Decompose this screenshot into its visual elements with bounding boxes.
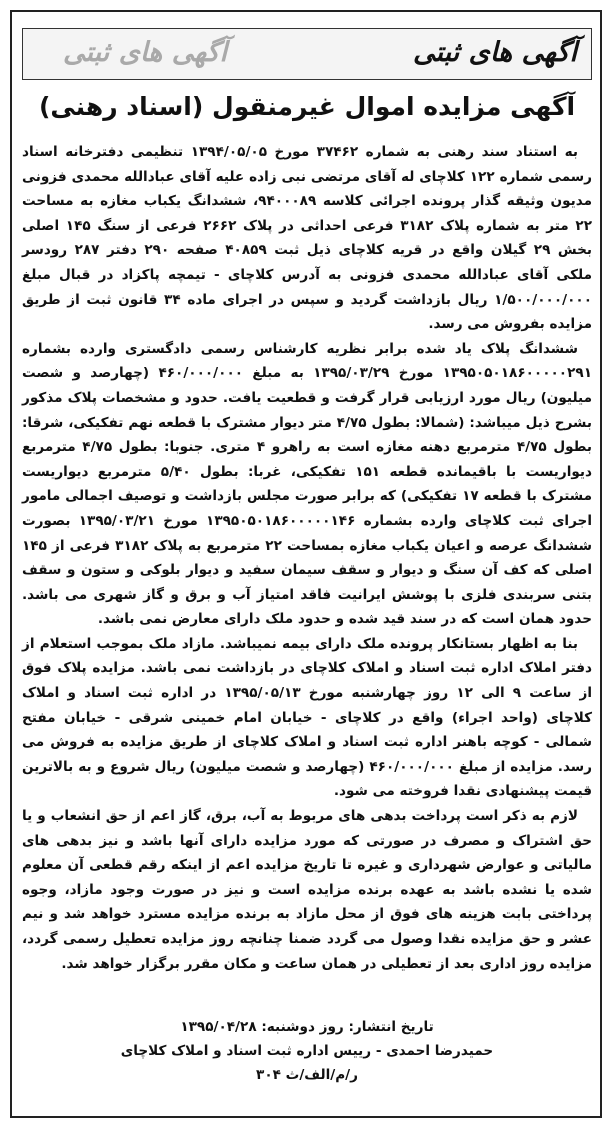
signature: حمیدرضا احمدی - رییس اداره ثبت اسناد و املاک کلاچای xyxy=(120,1043,494,1059)
notice-body xyxy=(22,140,592,976)
notice-title: آگهی مزایده اموال غیرمنقول (اسناد رهنی) xyxy=(38,92,576,121)
paragraph-valuation: ششدانگ پلاک یاد شده برابر نظریه کارشناس رسمی دادگستری وارده بشماره ۱۳۹۵۰۵۰۱۸۶۰۰۰۰۰۲۹۱ مورخ ۱۳۹۵/۰۳/۲۹ به مبلغ ۴۶۰/۰۰۰/۰۰۰ (چهارصد و شصت میلیون) ریال مورد ارزیابی قرار گرفت و قطعیت یافت. حدود و مشخصات پلاک مذکور بشرح ذیل میباشد: (شمالا: بطول ۴/۷۵ متر دیوار مشترک با قطعه نهم تفکیکی، شرقا: بطول ۴/۷۵ مترمربع دهنه مغازه است به راهرو ۴ متری. جنوبا: بطول ۴/۷۵ مترمربع دیواریست با باقیمانده قطعه ۱۵۱ تفکیکی، غربا: بطول ۵/۴۰ مترمربع دیواریست مشترک با قطعه ۱۷ تفکیکی) که برابر صورت مجلس بازداشت و توصیف اجمالی مامور اجرای ثبت کلاچای وارده بشماره ۱۳۹۵۰۵۰۱۸۶۰۰۰۰۰۱۴۶ مورخ ۱۳۹۵/۰۳/۲۱ بصورت ششدانگ عرصه و اعیان یکباب مغازه بمساحت ۲۲ مترمربع به پلاک ۳۱۸۲ فرعی از ۱۴۵ اصلی که کف آن سنگ و دیوار و سقف سیمان سفید و دیوار بلوکی و ستون و سقف بتنی سربندی فلزی با پوشش ایرانیت فاقد امتیاز آب و برق و گاز شهری می باشد. حدود همان است که در سند قید شده و حدود ملک دارای معارض نمی باشد. xyxy=(22,340,593,628)
header-title-faded: آگهی های ثبتی xyxy=(63,37,228,68)
header-title: آگهی های ثبتی xyxy=(412,37,577,68)
publish-date: تاریخ انتشار: روز دوشنبه: ۱۳۹۵/۰۴/۲۸ xyxy=(180,1019,434,1035)
paragraph-conditions: لازم به ذکر است پرداخت بدهی های مربوط به آب، برق، گاز اعم از حق انشعاب و یا حق اشتراک و مصرف در صورتی که مورد مزایده دارای آنها باشد و نیز بدهی های مالیاتی و عوارض شهرداری و غیره تا تاریخ مزایده اعم از اینکه رقم قطعی آن معلوم شده یا نشده باشد به عهده برنده مزایده است و نیز در صورت وجود مازاد، وجوه پرداختی بابت هزینه های فوق از محل مازاد به برنده مزایده مسترد خواهد شد و نیم عشر و حق مزایده نقدا وصول می گردد ضمنا چنانچه روز مزایده تعطیل رسمی گردد، مزایده روز اداری بعد از تعطیلی در همان ساعت و مکان مقرر برگزار خواهد شد. xyxy=(22,808,592,972)
paragraph-seizure: به استناد سند رهنی به شماره ۳۷۴۶۲ مورخ ۱۳۹۴/۰۵/۰۵ تنظیمی دفترخانه اسناد رسمی شماره ۱۲۲ کلاچای له آقای مرتضی نبی زاده علیه آقای عبادالله محمدی فزونی مدیون وثیقه گذار پرونده اجرائی کلاسه ۹۴۰۰۰۸۹، ششدانگ یکباب مغازه به مساحت ۲۲ متر به شماره پلاک ۳۱۸۲ فرعی احداثی در پلاک ۲۶۶۲ فرعی از سنگ ۱۴۵ اصلی بخش ۲۹ گیلان واقع در قریه کلاچای ذیل ثبت ۴۰۸۵۹ صفحه ۲۹۰ دفتر ۲۸۷ رودسر ملکی آقای عبادالله محمدی فزونی به آدرس کلاچای - تیمچه پاکزاد در قبال مبلغ ۱/۵۰۰/۰۰۰/۰۰۰ ریال بازداشت گردید و سپس در اجرای ماده ۳۴ قانون ثبت از طریق مزایده بفروش می رسد. xyxy=(22,144,593,333)
paragraph-auction: بنا به اظهار بستانکار پرونده ملک دارای بیمه نمیباشد. مازاد ملک بموجب استعلام از دفتر املاک اداره ثبت اسناد و املاک کلاچای در بازداشت نمی باشد. مزایده پلاک فوق از ساعت ۹ الی ۱۲ روز چهارشنبه مورخ ۱۳۹۵/۰۵/۱۳ در اداره ثبت اسناد و املاک کلاچای (واحد اجراء) واقع در کلاچای - خیابان امام خمینی شرقی - خیابان مفتح شمالی - کوچه باهنر اداره ثبت اسناد و املاک کلاچای از طریق مزایده به فروش می رسد. مزایده از مبلغ ۴۶۰/۰۰۰/۰۰۰ (چهارصد و شصت میلیون) ریال شروع و به بالاترین قیمت پیشنهادی نقدا فروخته می شود. xyxy=(22,635,593,800)
header-banner xyxy=(22,28,592,80)
notice-footer xyxy=(22,1015,592,1087)
reference-code: ر/م/الف/ث ۳۰۴ xyxy=(256,1067,358,1083)
